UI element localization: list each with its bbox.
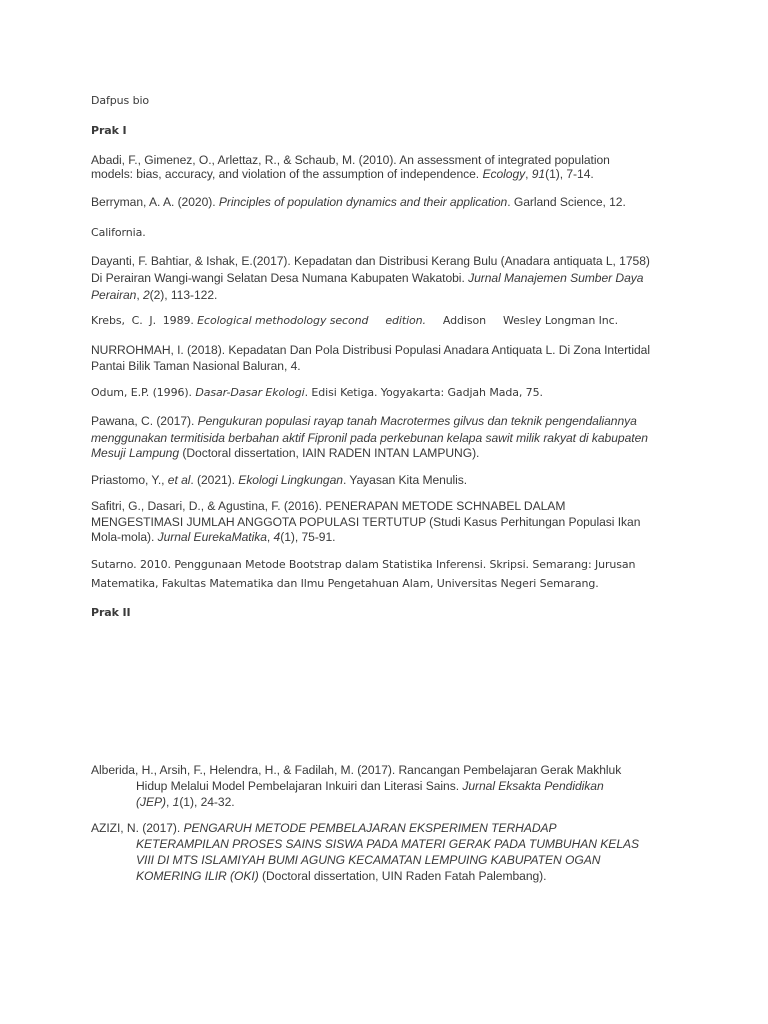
reference-line: Abadi, F., Gimenez, O., Arlettaz, R., & Schaub, M. (2010). An assessment of integrated population (91, 153, 610, 167)
reference-line: Safitri, G., Dasari, D., & Agustina, F. (2016). PENERAPAN METODE SCHNABEL DALAM (91, 499, 566, 513)
reference-line: KOMERING ILIR (OKI) (Doctoral dissertation, UIN Raden Fatah Palembang). (136, 869, 547, 883)
reference-line: Matematika, Fakultas Matematika dan Ilmu Pengetahuan Alam, Universitas Negeri Semarang. (91, 577, 599, 590)
reference-line: (JEP), 1(1), 24-32. (136, 795, 235, 809)
document-title: Dafpus bio (91, 94, 150, 107)
section-heading-prak-2: Prak II (91, 606, 131, 619)
reference-line: Berryman, A. A. (2020). Principles of population dynamics and their application. Garland Science, 12. (91, 195, 626, 209)
reference-line: VIII DI MTS ISLAMIYAH BUMI AGUNG KECAMATAN LEMPUING KABUPATEN OGAN (136, 853, 601, 867)
reference-line: NURROHMAH, I. (2018). Kepadatan Dan Pola Distribusi Populasi Anadara Antiquata L. Di Zona Intertidal (91, 343, 650, 357)
reference-line: Hidup Melalui Model Pembelajaran Inkuiri dan Literasi Sains. Jurnal Eksakta Pendidikan (136, 779, 604, 793)
reference-line: Mola-mola). Jurnal EurekaMatika, 4(1), 75-91. (91, 530, 336, 544)
reference-line: Sutarno. 2010. Penggunaan Metode Bootstrap dalam Statistika Inferensi. Skripsi. Semarang: Jurusan (91, 558, 636, 571)
reference-line: MENGESTIMASI JUMLAH ANGGOTA POPULASI TERTUTUP (Studi Kasus Perhitungan Populasi Ikan (91, 515, 641, 529)
reference-line: Odum, E.P. (1996). Dasar-Dasar Ekologi. Edisi Ketiga. Yogyakarta: Gadjah Mada, 75. (91, 386, 543, 399)
reference-line: Krebs, C. J. 1989. Ecological methodology second edition. Addison Wesley Longman Inc. (91, 314, 618, 327)
reference-line: Di Perairan Wangi-wangi Selatan Desa Numana Kabupaten Wakatobi. Jurnal Manajemen Sumber Daya (91, 271, 644, 285)
section-heading-prak-1: Prak I (91, 124, 127, 137)
reference-line: KETERAMPILAN PROSES SAINS SISWA PADA MATERI GERAK PADA TUMBUHAN KELAS (136, 837, 640, 851)
reference-line: models: bias, accuracy, and violation of the assumption of independence. Ecology, 91(1), 7-14. (91, 167, 594, 181)
reference-line: Mesuji Lampung (Doctoral dissertation, IAIN RADEN INTAN LAMPUNG). (91, 446, 480, 460)
reference-line: Priastomo, Y., et al. (2021). Ekologi Lingkungan. Yayasan Kita Menulis. (91, 473, 468, 487)
reference-line: Dayanti, F. Bahtiar, & Ishak, E.(2017). Kepadatan dan Distribusi Kerang Bulu (Anadara antiquata L, 1758) (91, 254, 650, 268)
reference-line: menggunakan termitisida berbahan aktif Fipronil pada perkebunan kelapa sawit milik rakyat di kabupaten (91, 431, 648, 445)
reference-california: California. (91, 226, 146, 239)
reference-line: Pantai Bilik Taman Nasional Baluran, 4. (91, 359, 301, 373)
reference-line: Perairan, 2(2), 113-122. (91, 288, 218, 302)
reference-line: AZIZI, N. (2017). PENGARUH METODE PEMBELAJARAN EKSPERIMEN TERHADAP (91, 821, 557, 835)
reference-line: Pawana, C. (2017). Pengukuran populasi rayap tanah Macrotermes gilvus dan teknik pengendaliannya (91, 414, 637, 428)
reference-line: Alberida, H., Arsih, F., Helendra, H., & Fadilah, M. (2017). Rancangan Pembelajaran Gerak Makhluk (91, 763, 622, 777)
